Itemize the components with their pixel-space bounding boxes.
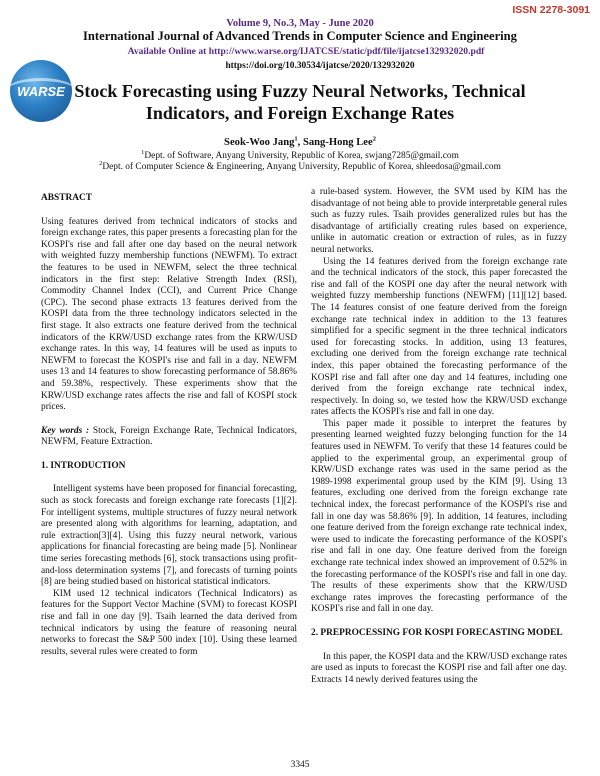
author-1: Seok-Woo Jang [224,137,295,148]
author-2: Sang-Hong Lee [302,137,373,148]
affiliation-1-sup: 1 [141,148,145,156]
author-1-sup: 1 [294,135,298,143]
introduction-paragraph-2: KIM used 12 technical indicators (Technical Indicators) as features for the Support Vector Machine (SVM) to forecast KOSPI rise and fall in one day [9]. Tsaih learned the data derived from technical indicators by using the feature of reasoning neural networks to forecast the S&P 500 index [10]. Using these learned results, several rules were created to form [41,588,297,657]
introduction-paragraph-1: Intelligent systems have been proposed for financial forecasting, such as stock forecasts and foreign exchange rate forecasts [1][2]. For intelligent systems, multiple structures of fuzzy neural network are presented along with algorithms for learning, adaptation, and rule extraction[3][4]. Using this fuzzy neural network, various applications for financial forecasting are being made [5]. Nonlinear time series forecasting methods [6], stock transactions using profit-and-loss determination systems [7], and forecasts of turning points [8] are being studied based on historical statistical indicators. [41,484,297,588]
affiliation-2-sup: 2 [99,159,103,167]
available-online-link[interactable]: Available Online at http://www.warse.org/IJATCSE/static/pdf/file/ijatcse132932020.pdf [127,46,485,57]
abstract-heading: ABSTRACT [41,193,93,203]
doi-link[interactable]: https://doi.org/10.30534/ijatcse/2020/132932020 [225,61,415,71]
author-2-sup: 2 [372,135,376,143]
right-paragraph-1: a rule-based system. However, the SVM used by KIM has the disadvantage of not being able to provide interpretable general rules such as fuzzy rules. Tsaih provides generalized rules but has the disadvantage of artificially creating rules based on experience, unlike in automatic creation or extraction of rules, as in fuzzy neural networks. [311,187,567,255]
affiliation-1 [0,148,600,161]
introduction-heading: 1. INTRODUCTION [41,460,126,471]
abstract-text: Using features derived from technical indicators of stocks and foreign exchange rates, this paper presents a forecasting plan for the KOSPI's rise and fall after one day based on the neural network with weighted fuzzy membership functions (NEWFM). To extract the features to be used in NEWFM, select the three technical indicators in the first step: Relative Strength Index (RSI), Commodity Channel Index (CCI), and Current Price Change (CPC). The second phase extracts 13 features derived from the KOSPI data from the three technology indicators selected in the first stage. It also extracts one feature derived from the technical indicators of the KRW/USD exchange rates from the KRW/USD exchange rates. In this way, 14 features will be used as inputs to NEWFM to forecast the KOSPI's rise and fall in a day. NEWFM uses 13 and 14 features to show forecasting performance of 58.86% and 59.38%, respectively. These experiments show that the KRW/USD exchange rates affects the rise and fall of KOSPI stock prices. [41,216,297,413]
left-column [41,193,297,658]
affiliation-1-text: Dept. of Software, Anyang University, Republic of Korea, swjang7285@gmail.com [144,151,459,161]
right-paragraph-3: This paper made it possible to interpret the features by presenting learned weighted fuzzy belonging function for the 14 features used in NEWFM. To verify that these 14 features could be applied to the experimental group, an experimental group of KRW/USD exchange rates was used in the same period as the 1989-1998 experimental group used by the KIM [9]. Using 13 features, excluding one derived from the foreign exchange rate technical index, the forecast performance of the KOSPI's rise and fall in one day was 58.86% [9]. In addition, 14 features, including one feature derived from the foreign exchange rate technical index, were used to indicate the forecasting performance of the KOSPI's rise and fall in one day. One feature derived from the foreign exchange rate technical index showed an improvement of 0.52% in the forecasting performance of the KOSPI's rise and fall in one day. The results of these experiments show that the KRW/USD exchange rates improves the forecasting performance of the KOSPI's rise and fall in one day. [311,418,567,615]
keywords-text: Stock, Foreign Exchange Rate, Technical Indicators, NEWFM, Feature Extraction. [41,425,297,448]
paper-title: Stock Forecasting using Fuzzy Neural Networks, Technical Indicators, and Foreign Exchange Rates [74,81,526,123]
section-2-heading: 2. PREPROCESSING FOR KOSPI FORECASTING MODEL [311,627,563,638]
right-paragraph-2: Using the 14 features derived from the foreign exchange rate and the technical indicators of the stock, this paper forecasted the rise and fall of the KOSPI one day after the neural network with weighted fuzzy membership functions (NEWFM) [11][12] based. The 14 features consist of one feature derived from the foreign exchange rate technical index in addition to the 13 features simplified for a specific segment in the three technical indicators used for forecasting stocks. In addition, using 13 features, excluding one derived from the foreign exchange rate technical index, this paper obtained the forecasting performance of the KOSPI rise and fall after one day and 14 features, including one derived from the foreign exchange rate technical index, respectively. In doing so, we tested how the KRW/USD exchange rates affects the KOSPI's rise and fall in one day. [311,256,567,418]
keywords [41,426,297,449]
author-line [0,137,600,148]
affiliation-2 [0,159,600,172]
keywords-label: Key words : [41,425,90,436]
warse-logo-text: WARSE [17,83,65,99]
affiliation-2-text: Dept. of Computer Science & Engineering, Anyang University, Republic of Korea, shleedosa@gmail.com [102,162,501,172]
page-number: 3345 [290,760,310,770]
author-separator: , [297,137,303,148]
volume-line: Volume 9, No.3, May - June 2020 [226,18,374,29]
issn-label: ISSN 2278-3091 [512,4,590,16]
journal-title: International Journal of Advanced Trends in Computer Science and Engineering [83,29,517,43]
section-2-paragraph-1: In this paper, the KOSPI data and the KRW/USD exchange rates are used as inputs to forecast the KOSPI rise and fall after one day. Extracts 14 newly derived features using the [311,651,567,685]
right-column [311,187,567,686]
